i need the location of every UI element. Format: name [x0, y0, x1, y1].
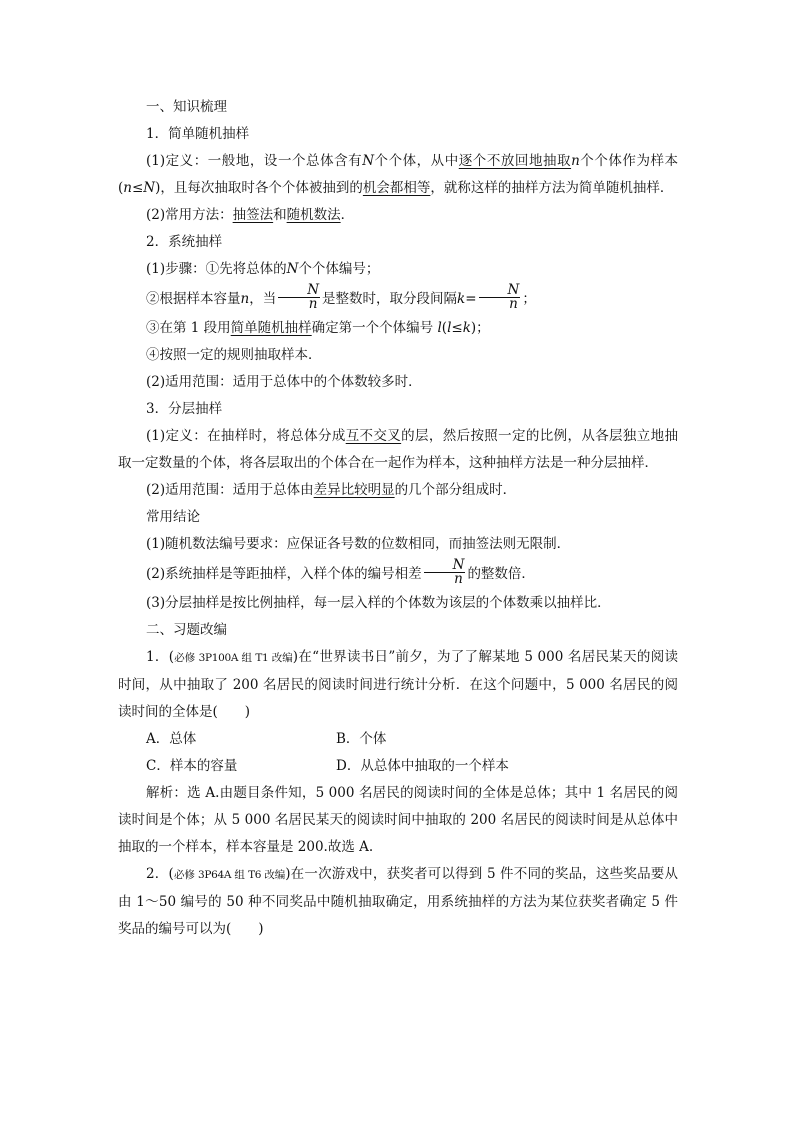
text: )，且每次抽取时各个个体被抽到的 [155, 180, 363, 196]
paragraph-common-methods [118, 202, 678, 229]
question-source: 必修 3P100A 组 T1 改编 [173, 652, 293, 664]
section-heading [118, 617, 678, 644]
math-var: n [571, 153, 580, 169]
option-a: A．总体 [146, 731, 197, 747]
text: (2)系统抽样是等距抽样，入样个体的编号相差 [146, 566, 422, 582]
underlined-blank: 简单随机抽样 [230, 320, 312, 336]
text: 个个体作为样本( [118, 153, 679, 196]
text: ③在第 1 段用 [146, 320, 231, 336]
underlined-blank: 随机数法 [286, 207, 341, 223]
fraction-numerator: N [424, 559, 466, 573]
text: 确定第一个个体编号 [311, 320, 438, 336]
underlined-blank: 抽签法 [232, 207, 274, 223]
conclusion-3 [118, 590, 678, 617]
text: ，就称这样的抽样方法为简单随机抽样． [430, 180, 674, 196]
underlined-blank: 机会都相等 [362, 180, 431, 196]
text: ②根据样本容量 [146, 291, 241, 307]
conclusion-2 [118, 558, 678, 590]
math-expr: l≤k [447, 320, 471, 336]
question-source: 必修 3P64A 组 T6 改编 [173, 869, 286, 881]
paragraph-step-2 [118, 283, 678, 315]
text: ，当 [249, 291, 277, 307]
underlined-blank: 逐个不放回地抽取 [458, 153, 572, 169]
question-1 [118, 644, 678, 726]
fraction-n-over-n [479, 284, 521, 311]
math-var: n [240, 291, 250, 307]
underlined-blank: 互不交叉 [345, 428, 402, 444]
text: 和 [273, 207, 287, 223]
text: 的几个部分组成时． [394, 482, 517, 498]
math-symbol: = [465, 291, 477, 307]
question-1-solution [118, 780, 678, 861]
section-title-exercises: 二、习题改编 [146, 622, 227, 638]
text: 个个体，从中 [374, 153, 459, 169]
paragraph-step-4 [118, 342, 678, 369]
text: )在一次游戏中，获奖者可以得到 5 件不同的奖品，这些奖品要从由 1～50 编号的 50 种不同奖品中随机抽取确定，用系统抽样的方法为某位获奖者确定 5 件奖品的编号可以为( ) [118, 866, 678, 937]
question-1-options-row-2 [118, 753, 678, 780]
paragraph-steps [118, 256, 678, 283]
paragraph-stratified-range [118, 477, 678, 504]
document-content [118, 94, 678, 943]
conclusion-1 [118, 531, 678, 558]
text: 2．( [146, 866, 174, 882]
conclusions-title: 常用结论 [146, 509, 200, 525]
paragraph-stratified-definition [118, 423, 678, 477]
subsection-title-simple-random: 1．简单随机抽样 [146, 126, 250, 142]
option-b: B．个体 [336, 731, 387, 747]
text: 1．( [146, 649, 174, 665]
text: ． [340, 207, 355, 223]
conclusions-heading [118, 504, 678, 531]
subsection-heading [118, 229, 678, 256]
text: )在“世界读书日”前夕，为了了解某地 5 000 名居民某天的阅读时间，从中抽取了 200 名居民的阅读时间进行统计分析．在这个问题中，5 000 名居民的阅读时间的全体是( ) [118, 649, 678, 720]
text: ( [441, 320, 448, 336]
text: (3)分层抽样是按比例抽样，每一层入样的个体数为该层的个体数乘以抽样比． [146, 595, 611, 611]
option-c: C．样本的容量 [146, 758, 238, 774]
section-title-knowledge: 一、知识梳理 [146, 99, 227, 115]
text: )； [470, 320, 490, 336]
text: (1)定义：一般地，设一个总体含有 [146, 153, 363, 169]
option-d: D．从总体中抽取的一个样本 [336, 758, 509, 774]
subsection-heading [118, 121, 678, 148]
paragraph-step-3 [118, 315, 678, 342]
text: (1)随机数法编号要求：应保证各号数的位数相同，而抽签法则无限制． [146, 536, 571, 552]
subsection-heading [118, 396, 678, 423]
math-var: N [286, 261, 299, 277]
fraction-denominator: n [454, 571, 463, 587]
text: (1)定义：在抽样时，将总体分成 [146, 428, 346, 444]
subsection-title-stratified: 3．分层抽样 [146, 401, 223, 417]
text: (2)常用方法： [146, 207, 233, 223]
math-expr: n≤N [123, 180, 156, 196]
text: ； [522, 291, 536, 307]
text: 的整数倍． [467, 566, 535, 582]
fraction-numerator: N [479, 284, 521, 298]
text: 的层，然后按照一定的比例，从各层独立地抽取一定数量的个体，将各层取出的个体合在一起作为样本，这种抽样方法是一种分层抽样． [118, 428, 679, 471]
paragraph-systematic-range [118, 369, 678, 396]
text: (2)适用范围：适用于总体中的个体数较多时． [146, 374, 422, 390]
text: 是整数时，取分段间隔 [322, 291, 458, 307]
section-heading [118, 94, 678, 121]
paragraph-simple-random-definition [118, 148, 678, 202]
fraction-n-over-n [424, 559, 466, 586]
math-var: k [457, 291, 466, 307]
text: 个个体编号； [298, 261, 380, 277]
text: ④按照一定的规则抽取样本． [146, 347, 322, 363]
text: 解析：选 A.由题目条件知，5 000 名居民的阅读时间的全体是总体；其中 1 名居民的阅读时间是个体；从 5 000 名居民某天的阅读时间中抽取的 200 名居民的阅读时间是从总体中抽取的一个样本，样本容量是 200.故选 A. [118, 785, 678, 855]
question-2 [118, 861, 678, 943]
fraction-n-over-n [278, 284, 320, 311]
subsection-title-systematic: 2．系统抽样 [146, 234, 223, 250]
question-1-options-row-1 [118, 726, 678, 753]
text: (2)适用范围：适用于总体由 [146, 482, 314, 498]
fraction-denominator: n [308, 296, 318, 312]
underlined-blank: 差异比较明显 [313, 482, 395, 498]
math-var: N [362, 153, 374, 169]
fraction-denominator: n [509, 296, 518, 312]
fraction-numerator: N [278, 284, 320, 298]
math-var: l [437, 320, 442, 336]
text: (1)步骤：①先将总体的 [146, 261, 287, 277]
